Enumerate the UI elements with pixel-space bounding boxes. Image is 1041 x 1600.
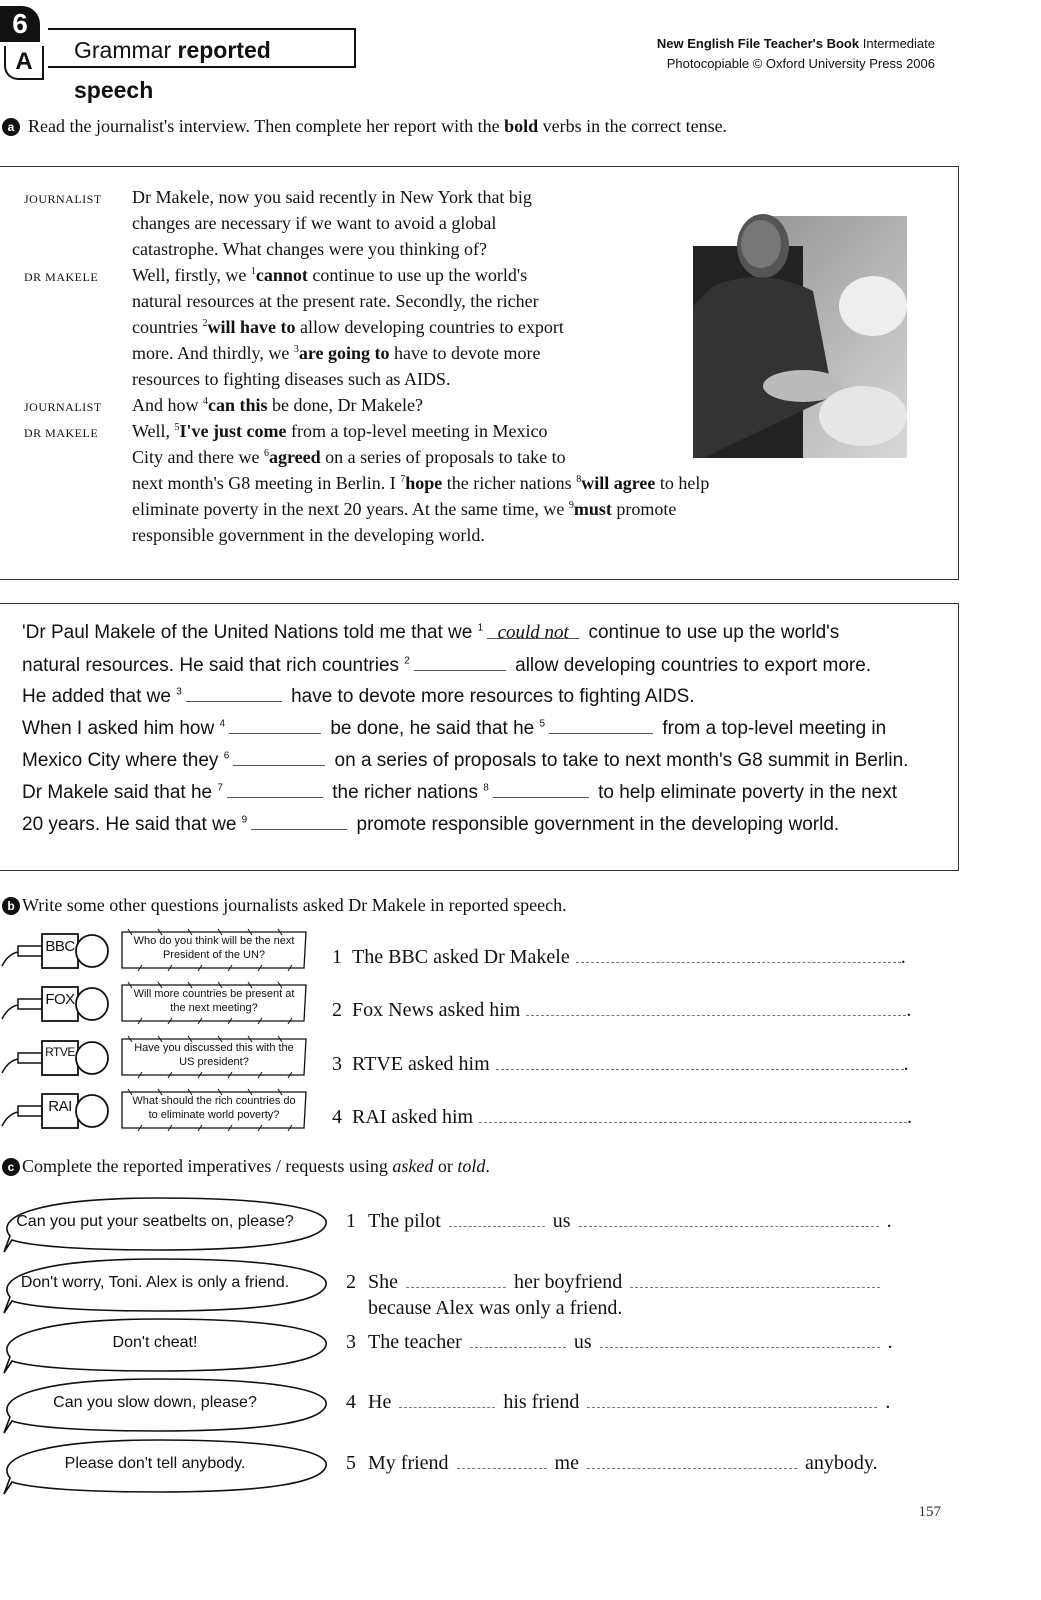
answer-blank-9[interactable] [251,809,347,830]
interview-text: resources to fighting diseases such as AIDS. [132,369,451,389]
interview-line [132,288,539,314]
item-number: 1 [346,1210,356,1232]
interview-text: allow developing countries to export [295,317,564,337]
report-text: have to devote more resources to fighting AIDS. [291,686,695,707]
item-subject: My friend [368,1452,449,1474]
speech-text: Please don't tell anybody. [64,1455,246,1472]
section-c-instruction [22,1156,490,1177]
report-line-7 [22,809,839,840]
speech-text: Don't worry, Toni. Alex is only a friend. [20,1274,290,1291]
interview-line [132,262,527,288]
period: . [885,1391,891,1413]
period: . [903,1053,909,1075]
section-b-instruction: Write some other questions journalists asked Dr Makele in reported speech. [22,895,567,915]
answer-line[interactable] [399,1389,495,1408]
answer-line[interactable] [496,1051,904,1070]
interview-line [132,366,450,392]
gap-number: 5 [174,422,180,433]
item-prompt: RTVE asked him [352,1053,490,1075]
speech-text: Can you slow down, please? [53,1394,257,1411]
period: . [906,999,912,1021]
section-c-marker: c [2,1158,20,1176]
book-title: New English File Teacher's Book [656,36,860,51]
gap-number: 1 [477,622,484,634]
item-ending: anybody. [804,1452,878,1474]
bold-verb: cannot [255,265,308,285]
gap-number: 1 [250,266,256,277]
copyright: Photocopiable © Oxford University Press 2006 [666,56,935,71]
speech-text: Can you put your seatbelts on, please? [16,1213,294,1230]
interview-text: natural resources at the present rate. Secondly, the richer [132,291,539,311]
page-title [48,28,356,103]
microphone-icon [0,930,112,970]
interview-line [132,210,496,236]
interview-text: to help [655,473,710,493]
answer-line[interactable] [579,1208,879,1227]
instr-a-bold: bold [504,116,539,136]
gap-number: 9 [568,500,574,511]
section-a-marker: a [2,118,20,136]
section-b-marker: b [2,897,20,915]
instr-c-text: Complete the reported imperatives / requests using [22,1156,388,1176]
report-line-4 [22,713,886,744]
interview-text: be done, Dr Makele? [267,395,423,415]
item-prompt: RAI asked him [352,1106,474,1128]
answer-line[interactable] [406,1269,506,1288]
interview-line [132,496,676,522]
question-bubble [118,1035,310,1075]
bold-verb: agreed [268,447,321,467]
answer-blank-3[interactable] [186,681,282,702]
item-object: me [554,1452,579,1474]
speech-bubble [0,1377,330,1429]
interview-text: next month's G8 meeting in Berlin. I [132,473,401,493]
reported-imperative-line [346,1269,888,1295]
instr-c-word1: asked [392,1156,434,1176]
item-ending: because Alex was only a friend. [368,1297,623,1319]
microphone-icon [0,1090,112,1130]
answer-line[interactable] [630,1269,880,1288]
reported-question-line [332,1051,909,1077]
instr-c-word2: told [457,1156,486,1176]
answer-blank-5[interactable] [549,713,653,734]
item-subject: The teacher [368,1331,462,1353]
gap-number: 6 [263,448,269,459]
gap-number: 9 [241,814,248,826]
interview-line [132,392,423,418]
speech-bubble [0,1196,330,1248]
interview-text: Well, [132,421,175,441]
dr-makele-photo [693,196,907,458]
item-object: us [573,1331,592,1353]
instr-a-text-end: verbs in the correct tense. [542,116,728,136]
example-answer: could not [487,618,579,639]
gap-number: 6 [223,750,230,762]
question-bubble [118,981,310,1021]
interview-text: countries [132,317,203,337]
period: . [887,1331,893,1353]
item-number: 2 [346,1271,356,1293]
interview-text: more. And thirdly, we [132,343,294,363]
reported-imperative-line [346,1329,893,1355]
interview-text: from a top-level meeting in Mexico [286,421,548,441]
report-text: on a series of proposals to take to next month's G8 summit in Berlin. [334,750,909,771]
report-line-6 [22,777,897,808]
station-label: BBC [45,938,75,955]
answer-line[interactable] [479,1104,907,1123]
bold-verb: must [573,499,612,519]
speech-text: Don't cheat! [112,1334,198,1351]
question-text: Who do you think will be the next President of the UN? [133,935,295,961]
answer-line[interactable] [457,1450,547,1469]
report-text: natural resources. He said that rich countries [22,655,400,676]
interview-line [132,522,485,548]
item-number: 4 [332,1106,342,1128]
instr-c-or: or [437,1156,453,1176]
gap-number: 3 [176,686,182,698]
item-number: 1 [332,946,342,968]
answer-line[interactable] [600,1329,880,1348]
answer-blank-2[interactable] [414,650,506,671]
interview-text: eliminate poverty in the next 20 years. At the same time, we [132,499,569,519]
gap-number: 8 [483,782,489,794]
interview-line [132,184,532,210]
reported-question-line [332,997,911,1023]
speech-bubble [0,1257,330,1309]
interview-text: continue to use up the world's [307,265,528,285]
interview-text: Well, firstly, we [132,265,251,285]
microphone-icon [0,983,112,1023]
reported-question-line [332,944,906,970]
period: . [907,1106,913,1128]
answer-blank-6[interactable] [233,745,325,766]
reported-imperative-line [346,1450,878,1476]
report-text: Mexico City where they [22,750,219,771]
answer-line[interactable] [587,1389,877,1408]
interview-text: catastrophe. What changes were you thinking of? [132,239,488,259]
report-text: to help eliminate poverty in the next [598,782,897,803]
answer-line[interactable] [587,1450,797,1469]
instr-c-period: . [485,1156,490,1176]
report-text: 20 years. He said that we [22,814,237,835]
gap-number: 4 [219,718,226,730]
answer-line[interactable] [449,1208,545,1227]
unit-letter: A [4,46,44,80]
bold-verb: will agree [581,473,656,493]
item-prompt: Fox News asked him [352,999,521,1021]
reported-imperative-line [346,1208,892,1234]
speaker-label: JOURNALIST [24,400,102,414]
gap-number: 8 [576,474,582,485]
interview-text: Dr Makele, now you said recently in New York that big [132,187,532,207]
unit-badge [0,4,44,78]
speaker-label: DR MAKELE [24,270,99,284]
gap-number: 2 [202,318,208,329]
station-label: FOX [45,991,75,1008]
answer-line[interactable] [576,944,901,963]
answer-line[interactable] [470,1329,566,1348]
title-prefix: Grammar [74,37,172,63]
book-info [657,34,935,74]
report-text: 'Dr Paul Makele of the United Nations told me that we [22,622,473,643]
interview-line [132,236,487,262]
report-text: When I asked him how [22,718,215,739]
reported-imperative-continuation [368,1295,622,1321]
interview-text: promote [611,499,677,519]
interview-text: changes are necessary if we want to avoid a global [132,213,497,233]
gap-number: 5 [539,718,546,730]
question-bubble [118,928,310,968]
speaker-label: DR MAKELE [24,426,99,440]
report-text: the richer nations [332,782,478,803]
item-number: 2 [332,999,342,1021]
interview-text: responsible government in the developing world. [132,525,485,545]
item-number: 5 [346,1452,356,1474]
question-text: Have you discussed this with the US president? [134,1042,294,1068]
report-text: promote responsible government in the developing world. [356,814,840,835]
report-text: He added that we [22,686,171,707]
interview-text: have to devote more [389,343,541,363]
question-text: Will more countries be present at the next meeting? [133,988,295,1014]
book-level: Intermediate [862,36,935,51]
title-bold: reported speech [74,37,271,103]
speech-bubble [0,1438,330,1490]
report-line-3 [22,681,695,712]
interview-line [132,340,540,366]
interview-line [132,314,564,340]
page-number: 157 [918,1504,941,1520]
report-line-5 [22,745,908,776]
interview-line [132,470,709,496]
item-object: his friend [503,1391,580,1413]
answer-blank-8[interactable] [493,777,589,798]
microphone-icon [0,1037,112,1077]
report-line-1 [22,618,839,648]
gap-number: 4 [203,396,208,407]
item-number: 4 [346,1391,356,1413]
report-text: be done, he said that he [330,718,535,739]
period: . [886,1210,892,1232]
period: . [900,946,906,968]
report-text: allow developing countries to export more. [515,655,872,676]
gap-number: 7 [400,474,406,485]
interview-text: on a series of proposals to take to [320,447,566,467]
item-object: us [552,1210,571,1232]
gap-number: 7 [217,782,223,794]
report-text: continue to use up the world's [588,622,840,643]
speech-bubble [0,1317,330,1369]
interview-line [132,418,547,444]
reported-question-line [332,1104,912,1130]
speaker-label: JOURNALIST [24,192,102,206]
gap-number: 2 [404,655,410,667]
bold-verb: can this [208,395,268,415]
item-subject: The pilot [368,1210,441,1232]
item-number: 3 [346,1331,356,1353]
answer-blank-4[interactable] [229,713,321,734]
instr-a-text: Read the journalist's interview. Then complete her report with the [28,116,500,136]
item-object: her boyfriend [514,1271,623,1293]
bold-verb: I've just come [179,421,287,441]
bold-verb: hope [405,473,443,493]
report-text: from a top-level meeting in [662,718,887,739]
report-line-2 [22,650,871,681]
interview-text: And how [132,395,203,415]
station-label: RTVE [45,1045,75,1059]
gap-number: 3 [293,344,299,355]
bold-verb: will have to [207,317,296,337]
item-subject: He [368,1391,392,1413]
answer-line[interactable] [526,997,906,1016]
interview-text: the richer nations [442,473,577,493]
station-label: RAI [48,1098,72,1115]
item-subject: She [368,1271,398,1293]
answer-blank-7[interactable] [227,777,323,798]
question-text: What should the rich countries do to eliminate world poverty? [132,1095,296,1121]
bold-verb: are going to [298,343,390,363]
report-text: Dr Makele said that he [22,782,213,803]
section-a-instruction [28,116,727,137]
reported-imperative-line [346,1389,890,1415]
question-bubble [118,1088,310,1128]
interview-text: City and there we [132,447,264,467]
item-number: 3 [332,1053,342,1075]
unit-number: 6 [0,6,40,42]
item-prompt: The BBC asked Dr Makele [352,946,570,968]
interview-line [132,444,566,470]
